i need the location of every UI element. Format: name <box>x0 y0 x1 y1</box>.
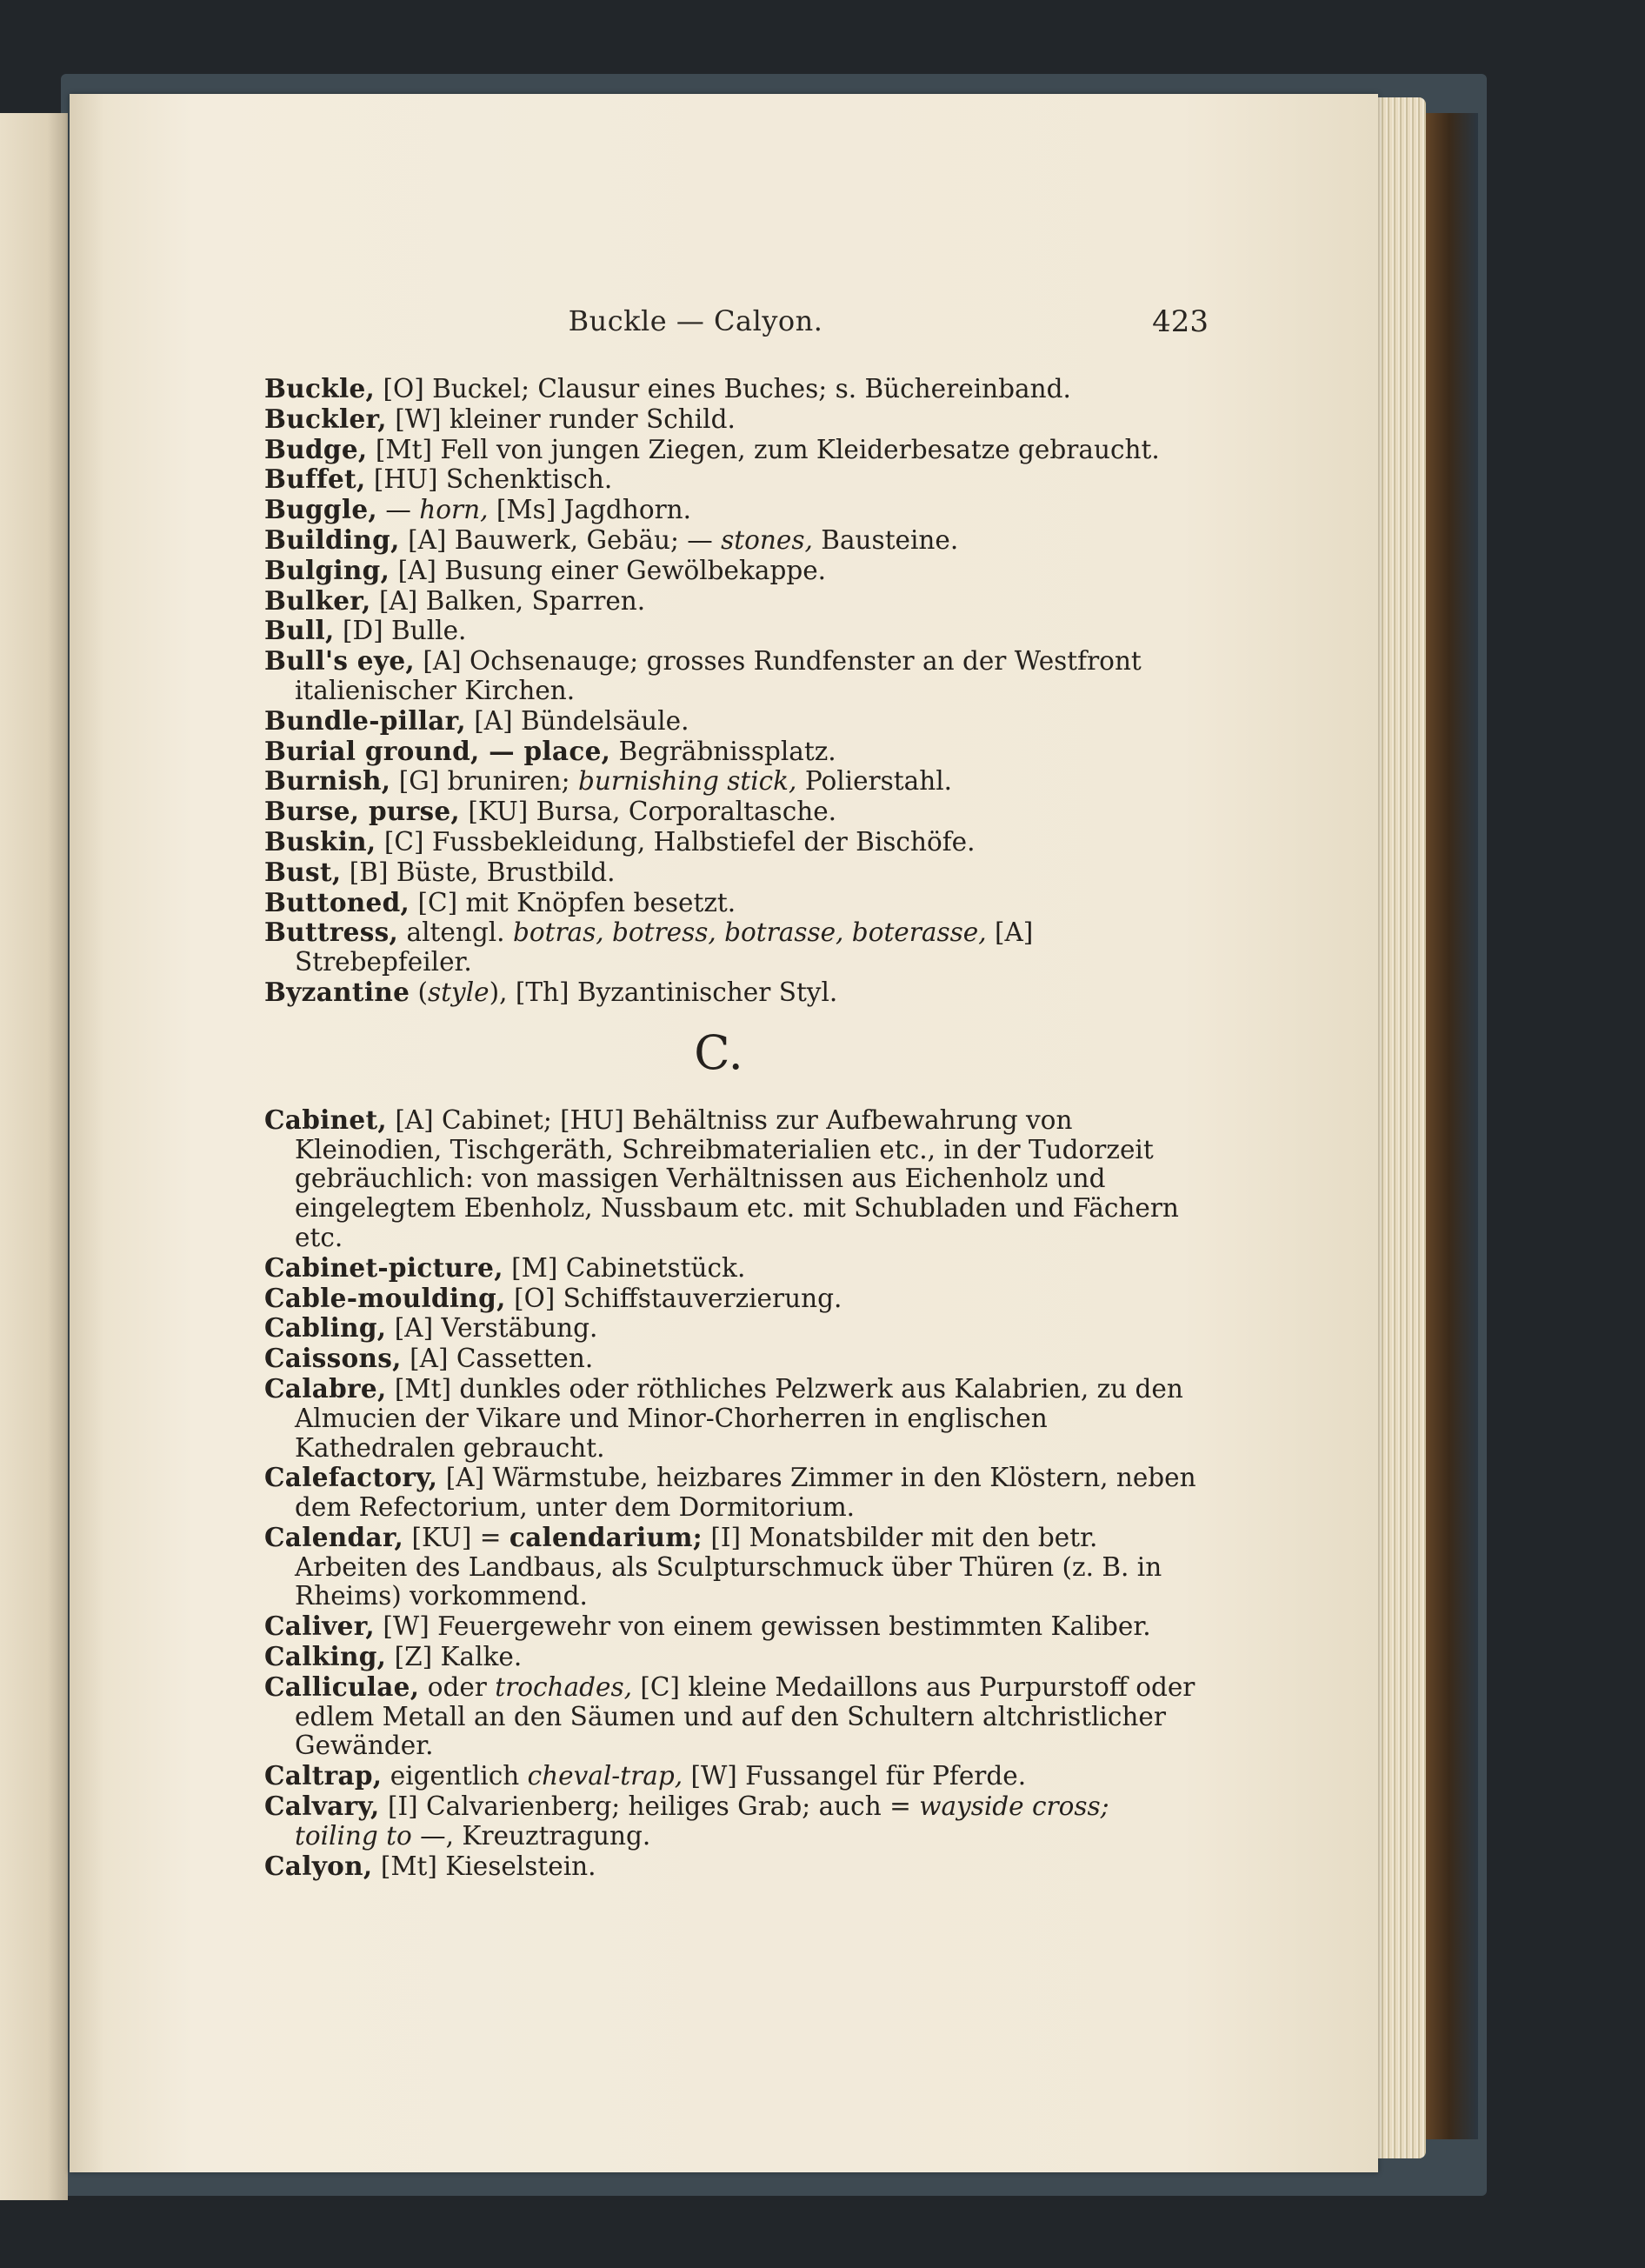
entry-headword: Calendar, <box>264 1521 404 1552</box>
entries-b <box>264 374 1199 1008</box>
dictionary-entry <box>264 374 1199 404</box>
entry-definition: [Mt] Fell von jungen Ziegen, zum Kleiderbesatze gebraucht. <box>375 434 1160 464</box>
dictionary-entry <box>264 706 1199 737</box>
dictionary-entry <box>264 1791 1199 1851</box>
entry-headword: Burnish, <box>264 765 391 797</box>
entry-definition: [Ms] Jagdhorn. <box>488 495 692 525</box>
entry-headword: Calliculae, <box>264 1671 420 1702</box>
entry-headword: Burse, purse, <box>264 796 461 827</box>
dictionary-entry <box>264 888 1199 918</box>
dictionary-entry <box>264 1761 1199 1791</box>
entry-headword: Cabling, <box>264 1312 387 1344</box>
entry-definition: Polierstahl. <box>796 766 953 797</box>
entry-headword: Bull, <box>264 615 335 646</box>
entry-definition: —, Kreuztragung. <box>411 1820 651 1851</box>
dictionary-entry <box>264 1344 1199 1374</box>
entry-headword: Calefactory, <box>264 1462 438 1493</box>
dictionary-entry <box>264 766 1199 797</box>
entry-definition: Bausteine. <box>812 524 959 555</box>
entry-definition: [Mt] dunkles oder röthliches Pelzwerk aus Kalabrien, zu den Almucien der Vikare und Minor-Chorherren in englischen Kathedralen gebraucht. <box>295 1373 1183 1463</box>
entry-text: [I] Calvarienberg; heiliges Grab; auch = <box>387 1791 920 1822</box>
entry-headword: Buckler, <box>264 403 387 434</box>
entry-headword: Bulker, <box>264 584 371 616</box>
section-letter: C. <box>694 1024 743 1080</box>
dictionary-text <box>264 374 1199 1881</box>
entry-definition: [A] Cabinet; [HU] Behältniss zur Aufbewahrung von Kleinodien, Tischgeräth, Schreibmaterialien etc., in der Tudorzeit gebräuchlich: von massigen Verhältnissen aus Eichenholz und eingelegtem Ebenholz, Nussbaum etc. mit Schubladen und Fächern etc. <box>295 1104 1179 1252</box>
entry-text: [KU] = <box>411 1522 509 1552</box>
entry-definition: ), [Th] Byzantinischer Styl. <box>489 977 838 1007</box>
entry-definition: [W] kleiner runder Schild. <box>395 404 736 434</box>
page-edges <box>1374 97 1426 2158</box>
page-number: 423 <box>1152 304 1209 339</box>
entry-headword: Cabinet-picture, <box>264 1251 503 1283</box>
entries-c <box>264 1105 1199 1882</box>
entry-italic-term: stones, <box>721 524 813 555</box>
dictionary-entry <box>264 1642 1199 1672</box>
entry-text: altengl. <box>406 917 513 948</box>
dictionary-entry <box>264 977 1199 1008</box>
entry-headword: Cable-moulding, <box>264 1282 506 1313</box>
dictionary-entry <box>264 827 1199 857</box>
entry-headword: Byzantine <box>264 976 410 1007</box>
dictionary-entry <box>264 404 1199 435</box>
entry-headword: Bust, <box>264 856 342 887</box>
entry-headword: Building, <box>264 524 400 555</box>
dictionary-entry <box>264 917 1199 977</box>
entry-definition: [A] Wärmstube, heizbares Zimmer in den Klöstern, neben dem Refectorium, unter dem Dormitorium. <box>295 1463 1196 1523</box>
entry-italic-term: wayside cross; toiling to <box>295 1791 1109 1851</box>
entry-text: [G] bruniren; <box>398 766 578 797</box>
entry-headword: Caltrap, <box>264 1760 383 1791</box>
entry-headword: Buffet, <box>264 464 366 495</box>
entry-italic-term: horn, <box>419 495 489 525</box>
entry-headword: Buttress, <box>264 917 399 948</box>
header-title: Buckle — Calyon. <box>568 304 823 337</box>
dictionary-entry <box>264 556 1199 586</box>
entry-definition: [M] Cabinetstück. <box>511 1252 746 1283</box>
dictionary-entry <box>264 586 1199 617</box>
entry-headword: Calabre, <box>264 1372 387 1404</box>
entry-headword: Calking, <box>264 1641 387 1672</box>
dictionary-entry <box>264 797 1199 827</box>
left-page-sliver <box>0 113 68 2200</box>
entry-definition: [Z] Kalke. <box>394 1642 523 1672</box>
entry-headword: Caissons, <box>264 1343 402 1374</box>
entry-definition: [A] Cassetten. <box>410 1344 594 1374</box>
entry-definition: [Mt] Kieselstein. <box>380 1851 596 1881</box>
dictionary-entry <box>264 495 1199 525</box>
entry-headword: Cabinet, <box>264 1104 387 1135</box>
entry-definition: Begräbnissplatz. <box>618 736 836 766</box>
entry-bold-term: calendarium; <box>509 1521 703 1552</box>
entry-definition: [A] Busung einer Gewölbekappe. <box>397 555 827 585</box>
entry-definition: [HU] Schenktisch. <box>373 464 613 495</box>
dictionary-entry <box>264 1313 1199 1344</box>
dictionary-entry <box>264 1611 1199 1642</box>
entry-headword: Calvary, <box>264 1791 380 1822</box>
entry-headword: Bundle-pillar, <box>264 704 466 736</box>
entry-definition: [O] Schiffstauverzierung. <box>514 1283 842 1313</box>
entry-italic-term: botras, botress, botrasse, boterasse, <box>512 917 987 948</box>
dictionary-entry <box>264 1105 1199 1253</box>
entry-definition: [C] kleine Medaillons aus Purpurstoff oder edlem Metall an den Säumen und auf den Schultern altchristlicher Gewänder. <box>295 1671 1195 1761</box>
entry-text: oder <box>427 1671 496 1702</box>
entry-definition: [A] Ochsenauge; grosses Rundfenster an der Westfront italienischer Kirchen. <box>295 646 1142 705</box>
entry-headword: Budge, <box>264 433 368 464</box>
dictionary-entry <box>264 525 1199 556</box>
dictionary-entry <box>264 737 1199 767</box>
entry-text: [A] Bauwerk, Gebäu; — <box>408 524 722 555</box>
entry-headword: Calyon, <box>264 1850 373 1881</box>
entry-italic-term: style <box>428 977 490 1007</box>
entry-headword: Buckle, <box>264 373 376 404</box>
entry-italic-term: trochades, <box>495 1671 632 1702</box>
dictionary-entry <box>264 1463 1199 1523</box>
entry-text: ( <box>417 977 429 1007</box>
entry-definition: [A] Verstäbung. <box>394 1313 598 1344</box>
entry-headword: Bulging, <box>264 554 390 585</box>
entry-definition: [C] mit Knöpfen besetzt. <box>417 887 736 917</box>
entry-definition: [KU] Bursa, Corporaltasche. <box>468 797 837 827</box>
entry-headword: Buttoned, <box>264 886 410 917</box>
entry-text: — <box>385 495 420 525</box>
dictionary-entry <box>264 1253 1199 1284</box>
entry-headword: Buggle, <box>264 494 377 525</box>
entry-definition: [W] Fussangel für Pferde. <box>683 1761 1027 1791</box>
dictionary-entry <box>264 1851 1199 1882</box>
dictionary-entry <box>264 616 1199 646</box>
entry-definition: [D] Bulle. <box>342 616 467 646</box>
entry-definition: [W] Feuergewehr von einem gewissen bestimmten Kaliber. <box>383 1611 1151 1642</box>
dictionary-entry <box>264 646 1199 706</box>
entry-definition: [A] Strebepfeiler. <box>295 917 1034 977</box>
entry-definition: [A] Bündelsäule. <box>474 705 689 736</box>
entry-headword: Caliver, <box>264 1611 375 1642</box>
entry-italic-term: cheval-trap, <box>527 1761 683 1791</box>
dictionary-entry <box>264 435 1199 465</box>
entry-definition: [C] Fussbekleidung, Halbstiefel der Bischöfe. <box>383 826 976 857</box>
dictionary-entry <box>264 1672 1199 1761</box>
dictionary-entry <box>264 857 1199 888</box>
entry-definition: [B] Büste, Brustbild. <box>349 857 616 887</box>
entry-definition: [A] Balken, Sparren. <box>378 585 646 616</box>
dictionary-entry <box>264 1284 1199 1314</box>
entry-text: eigentlich <box>390 1761 528 1791</box>
entry-definition: [O] Buckel; Clausur eines Buches; s. Büchereinband. <box>383 374 1071 404</box>
entry-headword: Bull's eye, <box>264 645 415 677</box>
entry-headword: Buskin, <box>264 825 376 857</box>
dictionary-entry <box>264 464 1199 495</box>
running-header <box>261 304 1209 348</box>
entry-definition: [I] Monatsbilder mit den betr. Arbeiten des Landbaus, als Sculpturschmuck über Thüren (z. B. in Rheims) vorkommend. <box>295 1522 1162 1611</box>
dictionary-entry <box>264 1374 1199 1463</box>
dictionary-entry <box>264 1523 1199 1611</box>
entry-italic-term: burnishing stick, <box>577 766 797 797</box>
entry-headword: Burial ground, — place, <box>264 735 611 766</box>
